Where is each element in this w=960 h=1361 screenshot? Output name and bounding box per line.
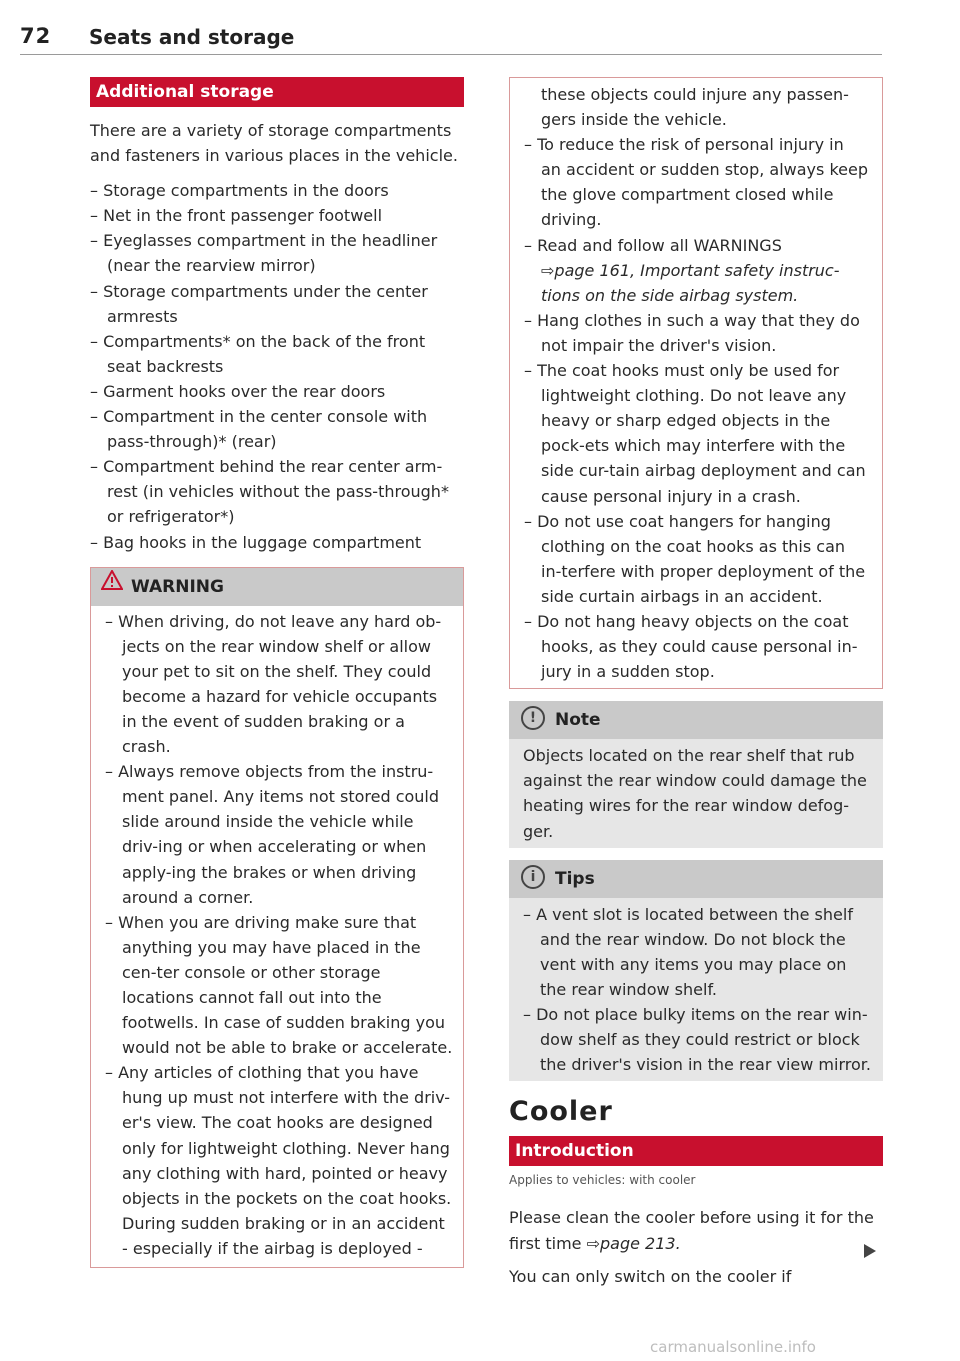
list-item: – Compartment behind the rear center arm-rest (in vehicles without the pass-through* or refrigerator*) xyxy=(90,454,464,529)
switch-paragraph: You can only switch on the cooler if xyxy=(509,1266,792,1286)
tips-title: Tips xyxy=(555,868,595,889)
warning-title: WARNING xyxy=(131,576,224,597)
introduction-heading: Introduction xyxy=(509,1136,883,1166)
warning-item: – Any articles of clothing that you have hung up must not interfere with the driv-er's view. The coat hooks are designed only for lightweight clothing. Never hang any clothing with hard, pointed or heavy objects in the pockets on the coat hooks. During sudden braking or in an accident - especially if the airbag is deployed - xyxy=(105,1060,453,1261)
left-column xyxy=(90,77,464,1268)
page-link[interactable]: ⇨page 161, Important safety instruc-tions on the side airbag system. xyxy=(541,260,840,305)
list-item: – Net in the front passenger footwell xyxy=(90,203,464,228)
info-circle-icon: i xyxy=(521,865,545,889)
list-item: – Storage compartments under the center armrests xyxy=(90,279,464,329)
warning-item: – Always remove objects from the instru-ment panel. Any items not stored could slide around inside the vehicle while driv-ing or when accelerating or when apply-ing the brakes or when driving around a corner. xyxy=(105,759,453,910)
intro-paragraph: There are a variety of storage compartments and fasteners in various places in the vehicle. xyxy=(90,121,458,166)
list-item: – Compartments* on the back of the front seat backrests xyxy=(90,329,464,379)
list-item: – Bag hooks in the luggage compartment xyxy=(90,530,464,555)
next-page-arrow-icon xyxy=(864,1244,876,1258)
page-header xyxy=(20,24,882,55)
warning-continuation-box xyxy=(509,77,883,689)
warning-item: – Do not hang heavy objects on the coat hooks, as they could cause personal in-jury in a sudden stop. xyxy=(524,609,868,684)
warning-header xyxy=(91,568,463,606)
applies-to: Applies to vehicles: with cooler xyxy=(509,1173,696,1188)
storage-list xyxy=(90,178,464,554)
read-follow-text: Read and follow all WARNINGS xyxy=(537,235,782,255)
cooler-heading: Cooler xyxy=(509,1096,613,1128)
page-number: 72 xyxy=(20,24,52,48)
warning-item: – When you are driving make sure that anything you may have placed in the cen-ter console or other storage locations cannot fall out into the footwells. In case of sudden braking you would not be able to brake or accelerate. xyxy=(105,910,453,1061)
clean-text: Please clean the cooler before using it for the first time xyxy=(509,1208,874,1253)
warning-item: – Hang clothes in such a way that they do not impair the driver's vision. xyxy=(524,308,868,358)
watermark: carmanualsonline.info xyxy=(650,1338,816,1356)
right-column xyxy=(509,77,883,1289)
list-item: – Compartment in the center console with pass-through)* (rear) xyxy=(90,404,464,454)
note-header xyxy=(509,701,883,739)
clean-paragraph xyxy=(509,1205,883,1255)
list-item: – Storage compartments in the doors xyxy=(90,178,464,203)
warning-item: – The coat hooks must only be used for lightweight clothing. Do not leave any heavy or sharp edged objects in the pock-ets which may interfere with the side cur-tain airbag deployment and can cause personal injury in a crash. xyxy=(524,358,868,509)
warning-item xyxy=(524,233,868,308)
tips-header xyxy=(509,860,883,898)
tips-box xyxy=(509,860,883,1082)
additional-storage-heading: Additional storage xyxy=(90,77,464,107)
section-title: Seats and storage xyxy=(89,25,295,49)
note-title: Note xyxy=(555,710,601,731)
tip-item: – Do not place bulky items on the rear win-dow shelf as they could restrict or block the driver's vision in the rear view mirror. xyxy=(523,1002,871,1077)
page-link[interactable]: ⇨page 213. xyxy=(586,1233,681,1253)
tip-item: – A vent slot is located between the shelf and the rear window. Do not block the vent with any items you may place on the rear window shelf. xyxy=(523,902,871,1002)
warning-list-continued xyxy=(524,132,868,684)
warning-item: – Do not use coat hangers for hanging clothing on the coat hooks as this can in-terfere with proper deployment of the side curtain airbags in an accident. xyxy=(524,509,868,609)
warning-item: – To reduce the risk of personal injury in an accident or sudden stop, always keep the glove compartment closed while driving. xyxy=(524,132,868,232)
warning-triangle-icon xyxy=(101,566,123,604)
list-item: – Eyeglasses compartment in the headliner (near the rearview mirror) xyxy=(90,228,464,278)
warning-item: – When driving, do not leave any hard ob-jects on the rear window shelf or allow your pet to sit on the shelf. They could become a hazard for vehicle occupants in the event of sudden braking or a crash. xyxy=(105,609,453,760)
warning-box xyxy=(90,567,464,1268)
tips-list xyxy=(509,898,883,1082)
warning-list xyxy=(91,606,463,1267)
warning-continuation: these objects could injure any passen-gers inside the vehicle. xyxy=(541,85,849,130)
exclamation-circle-icon: ! xyxy=(521,706,545,730)
note-text: Objects located on the rear shelf that rub against the rear window could damage the heating wires for the rear window defog-ger. xyxy=(523,746,867,841)
list-item: – Garment hooks over the rear doors xyxy=(90,379,464,404)
note-box xyxy=(509,701,883,847)
